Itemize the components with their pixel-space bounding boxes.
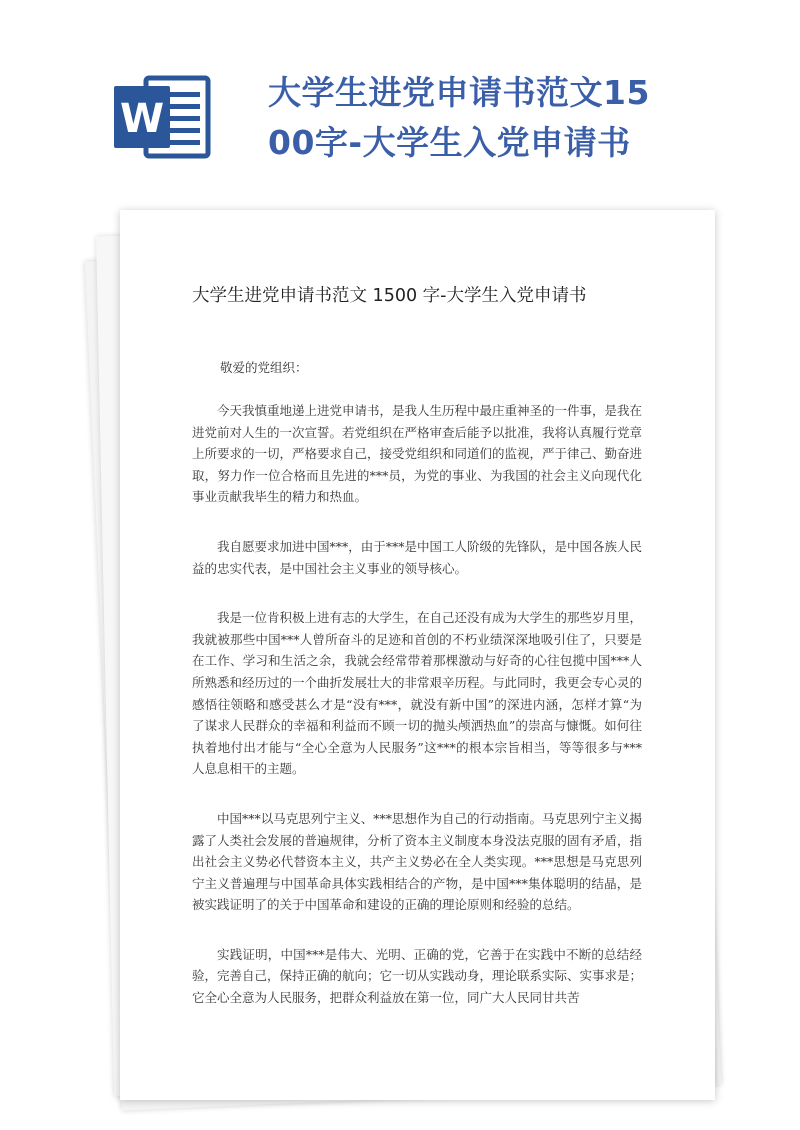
paragraph: 我是一位肯积极上进有志的大学生，在自己还没有成为大学生的那些岁月里，我就被那些中国***人曾所奋斗的足迹和首创的不朽业绩深深地吸引住了，只要是在工作、学习和生活之余，我就会经常带着那棵激动与好奇的心往包揽中国***人所熟悉和经历过的一个曲折发展壮大的非常艰辛历程。与此同时，我更会专心灵的感悟往领略和感受甚么才是“没有***，就没有新中国”的深进内涵，怎样才算“为了谋求人民群众的幸福和利益而不顾一切的抛头颅洒热血”的崇高与慷慨。如何往执着地付出才能与“全心全意为人民服务”这***的根本宗旨相当，等等很多与***人息息相干的主题。 xyxy=(192,610,643,777)
paragraph: 我自愿要求加进中国***，由于***是中国工人阶级的先锋队，是中国各族人民益的忠实代表，是中国社会主义事业的领导核心。 xyxy=(192,538,643,576)
paragraph: 实践证明，中国***是伟大、光明、正确的党，它善于在实践中不断的总结经验，完善自己，保持正确的航向；它一切从实践动身，理论联系实际、实事求是；它全心全意为人民服务，把群众利益放在第一位，同广大人民同甘共苦 xyxy=(192,946,643,1006)
document-page xyxy=(120,210,715,1100)
document-preview xyxy=(85,210,715,1110)
word-document-icon xyxy=(112,72,212,162)
paragraph: 中国***以马克思列宁主义、***思想作为自己的行动指南。马克思列宁主义揭露了人类社会发展的普遍规律，分析了资本主义制度本身没法克服的固有矛盾，指出社会主义势必代替资本主义，共产主义势必在全人类实现。***思想是马克思列宁主义普遍理与中国革命具体实践相结合的产物，是中国***集体聪明的结晶，是被实践证明了的关于中国革命和建设的正确的理论原则和经验的总结。 xyxy=(192,810,643,913)
salutation: 敬爱的党组织： xyxy=(220,360,308,375)
header-title: 大学生进党申请书范文1500字-大学生入党申请书 xyxy=(268,73,650,162)
paragraph: 今天我慎重地递上进党申请书，是我人生历程中最庄重神圣的一件事，是我在进党前对人生的一次宣誓。若党组织在严格审查后能予以批准，我将认真履行党章上所要求的一切，严格要求自己，接受党组织和同道们的监视，严于律己、勤奋进取，努力作一位合格而且先进的***员，为党的事业、为我国的社会主义向现代化事业贡献我毕生的精力和热血。 xyxy=(192,403,643,505)
document-body xyxy=(192,400,642,1037)
document-title: 大学生进党申请书范文 1500 字-大学生入党申请书 xyxy=(192,286,587,306)
header xyxy=(0,0,800,210)
word-icon-letter: W xyxy=(119,96,165,142)
